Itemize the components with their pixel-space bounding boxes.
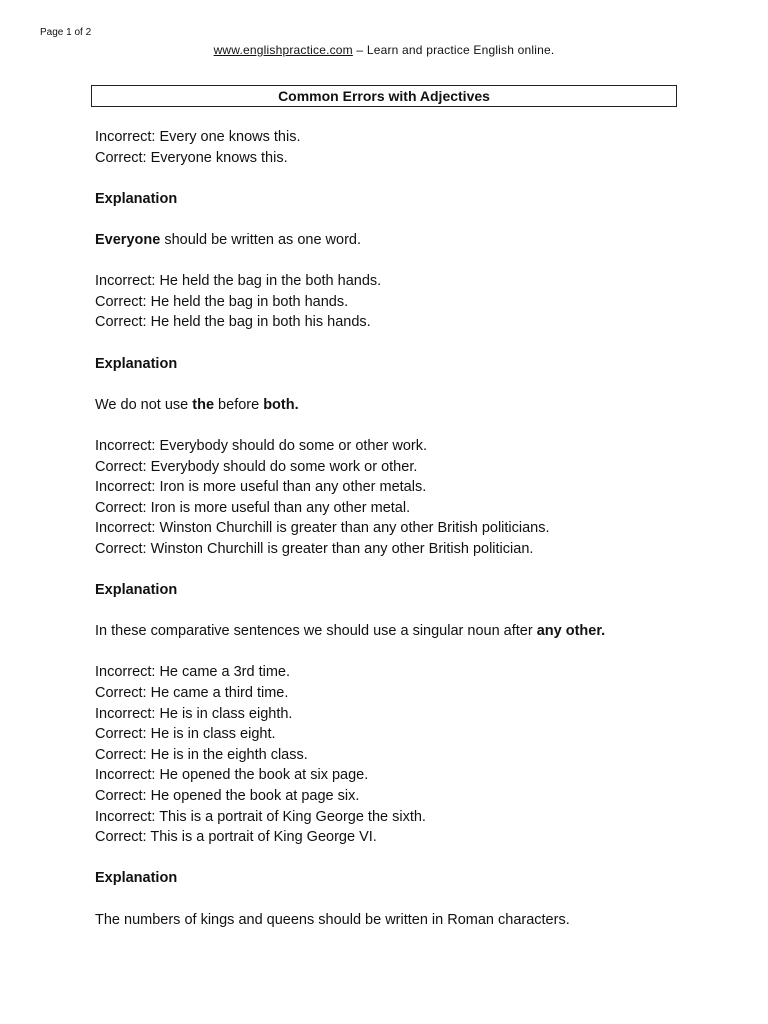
explanation-text xyxy=(95,395,715,416)
example-correct: Correct: He held the bag in both hands. xyxy=(95,293,349,310)
explanation-heading-text: Explanation xyxy=(95,582,178,599)
example-line: Incorrect: He came a 3rd time. xyxy=(95,664,291,681)
site-header xyxy=(0,43,768,57)
example-incorrect: Incorrect: He held the bag in the both hands. xyxy=(95,273,382,290)
example-line: Incorrect: Winston Churchill is greater than any other British politicians. xyxy=(95,520,550,537)
explanation-heading xyxy=(95,868,715,889)
example-line: Incorrect: Everybody should do some or other work. xyxy=(95,437,428,454)
explanation-part: In these comparative sentences we should use a singular noun after xyxy=(95,623,537,640)
example-line: Correct: This is a portrait of King George VI. xyxy=(95,829,377,846)
explanation-text xyxy=(95,230,715,251)
example-incorrect: Incorrect: Every one knows this. xyxy=(95,129,301,145)
explanation-heading xyxy=(95,189,715,210)
example-correct: Correct: Everyone knows this. xyxy=(95,149,288,166)
explanation-keyword: the xyxy=(192,396,215,413)
explanation-part: before xyxy=(214,396,264,413)
explanation-text: The numbers of kings and queens should be written in Roman characters. xyxy=(95,911,570,928)
site-tagline: – Learn and practice English online. xyxy=(352,43,555,57)
example-line: Incorrect: He opened the book at six page. xyxy=(95,767,369,784)
explanation-keyword: any other. xyxy=(536,623,606,640)
example-line: Correct: He is in the eighth class. xyxy=(95,746,308,763)
explanation-heading-text: Explanation xyxy=(95,355,178,372)
explanation-part: We do not use xyxy=(95,396,193,413)
explanation-heading-text: Explanation xyxy=(95,870,178,887)
example-line: Incorrect: This is a portrait of King George the sixth. xyxy=(95,808,426,825)
example-line: Incorrect: Iron is more useful than any other metals. xyxy=(95,479,427,496)
explanation-text xyxy=(95,621,715,642)
example-correct: Correct: He held the bag in both his hands. xyxy=(95,314,371,331)
example-line: Correct: Winston Churchill is greater than any other British politician. xyxy=(95,540,534,557)
document-title: Common Errors with Adjectives xyxy=(91,85,677,107)
page-number: Page 1 of 2 xyxy=(40,27,92,38)
example-line: Correct: He came a third time. xyxy=(95,685,289,702)
explanation-keyword: Everyone xyxy=(95,231,161,248)
example-line: Correct: Everybody should do some work or other. xyxy=(95,458,418,475)
explanation-rest: should be written as one word. xyxy=(160,231,361,248)
example-line: Correct: He is in class eight. xyxy=(95,726,276,743)
explanation-keyword: both. xyxy=(263,396,299,413)
explanation-heading xyxy=(95,580,715,601)
example-line: Correct: He opened the book at page six. xyxy=(95,788,360,804)
site-link[interactable]: www.englishpractice.com xyxy=(213,43,353,57)
explanation-heading-text: Explanation xyxy=(95,190,178,207)
example-line: Correct: Iron is more useful than any other metal. xyxy=(95,499,411,516)
document-body xyxy=(95,127,715,930)
explanation-heading xyxy=(95,354,715,375)
example-line: Incorrect: He is in class eighth. xyxy=(95,705,293,722)
